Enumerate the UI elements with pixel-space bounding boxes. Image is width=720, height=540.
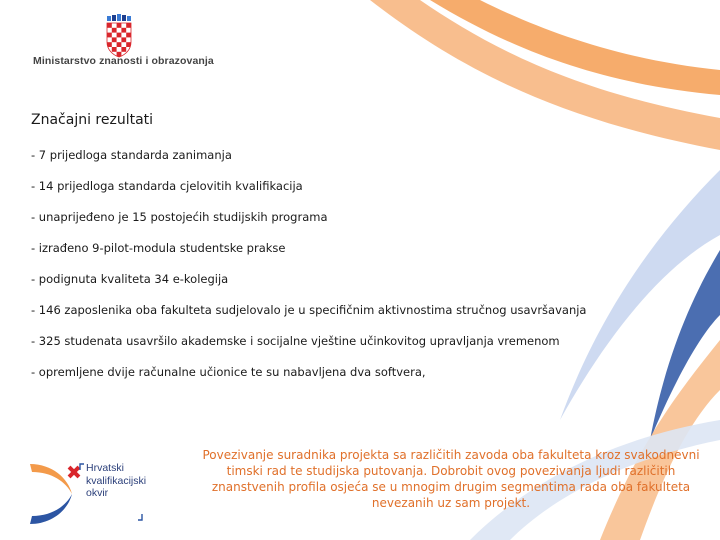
results-list	[31, 147, 586, 395]
list-item: - 146 zaposlenika oba fakulteta sudjelovalo je u specifičnim aktivnostima stručnog usavršavanja	[31, 303, 587, 317]
page-title: Značajni rezultati	[31, 112, 154, 128]
list-item: - podignuta kvaliteta 34 e-kolegija	[31, 272, 229, 286]
list-item: - izrađeno 9-pilot-modula studentske prakse	[31, 241, 286, 255]
croatian-coat-of-arms-icon	[106, 14, 132, 58]
list-item: - unaprijeđeno je 15 postojećih studijskih programa	[31, 210, 328, 224]
hko-logo-line: okvir	[86, 487, 109, 499]
highlight-paragraph: Povezivanje suradnika projekta sa različitih zavoda oba fakulteta kroz svakodnevni timski rad te studijska putovanja. Dobrobit ovog povezivanja ljudi različitih znanstvenih profila osjeća se u mnogim drugim segmentima rada oba fakulteta nevezanih uz sam projekt.	[202, 448, 700, 510]
list-item: - 325 studenata usavršilo akademske i socijalne vještine učinkovitog upravljanja vremenom	[31, 334, 560, 348]
list-item: - 7 prijedloga standarda zanimanja	[31, 148, 232, 162]
hko-logo-line: kvalifikacijski	[86, 474, 147, 487]
hko-logo-line: Hrvatski	[86, 462, 124, 474]
list-item: - 14 prijedloga standarda cjelovitih kvalifikacija	[31, 179, 303, 193]
hko-logo-text	[86, 462, 146, 500]
list-item: - opremljene dvije računalne učionice te su nabavljena dva softvera,	[31, 365, 426, 379]
ministry-name: Ministarstvo znanosti i obrazovanja	[33, 55, 214, 67]
